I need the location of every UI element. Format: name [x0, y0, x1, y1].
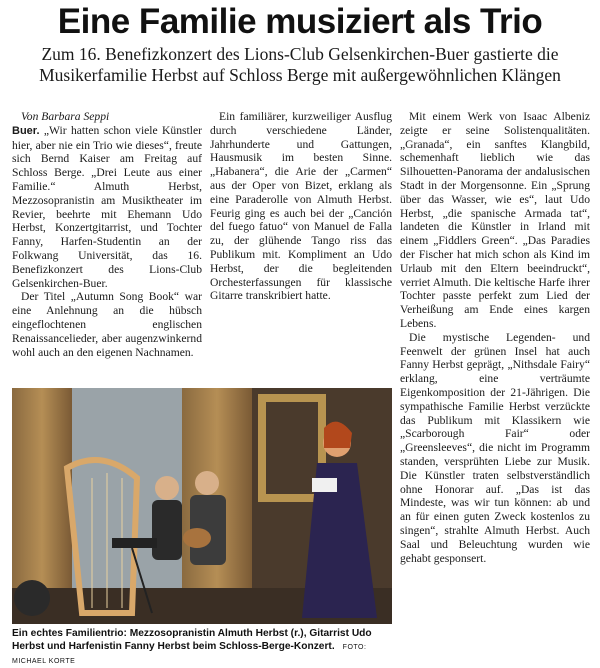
- article-column-1: [12, 110, 202, 359]
- concert-photo-illustration: [12, 388, 392, 624]
- paragraph-1: [12, 124, 202, 291]
- paragraph-2: Der Titel „Autumn Song Book“ war eine Anlehnung an die hübsch eingeflochtenen englischen Renaissancelieder, aber augenzwinkernd wohl auch an den eigenen Nachnamen.: [12, 290, 202, 359]
- paragraph-1-text: „Wir hatten schon viele Künstler hier, aber nie ein Trio wie dieses“, freute sich Bernd Kaiser am Freitag auf Schloss Berge. „Drei Leute aus einer Familie.“ Almuth Herbst, Mezzosopranistin am Musiktheater im Revier, beehrte mit Ehemann Udo Herbst, Konzertgitarrist, und Tochter Fanny, Harfen-Studentin an der Folkwang Universität, das 16. Benefizkonzert des Lions-Club Gelsenkirchen-Buer.: [12, 123, 202, 290]
- article-column-3: [400, 110, 590, 565]
- paragraph-4: Mit einem Werk von Isaac Albeniz zeigte er seine Solistenqualitäten. „Granada“, ein sanftes Klangbild, schemenhaft lieblich wie das Silhouetten-Panorama der andalusischen Stadt in der Morgensonne. Ein „Sprung über das Wasser, wie es“, laut Udo Herbst, „die spanische Armada tat“, landeten die Künstler in Irland mit einem „Fiddlers Green“. „Das Paradies der Fischer hat mich schon als Kind im Urlaub mit den Eltern beeindruckt“, verriet Almuth. Die keltische Harfe ihrer Tochter passte perfekt zum Lied der Verheißung am Ende eines kargen Lebens.: [400, 110, 590, 330]
- concert-photo: [12, 388, 392, 624]
- article-column-2: [210, 110, 392, 303]
- dateline: Buer.: [12, 124, 40, 137]
- photo-caption: [12, 627, 392, 668]
- byline: Von Barbara Seppi: [21, 110, 110, 123]
- subheadline: Zum 16. Benefizkonzert des Lions-Club Gelsenkirchen-Buer gastierte die Musikerfamilie Herbst auf Schloss Berge mit außergewöhnlichen Klängen: [39, 44, 561, 85]
- photo-credit: FOTO: MICHAEL KORTE: [12, 644, 367, 665]
- paragraph-3: Ein familiärer, kurzweiliger Ausflug durch verschiedene Länder, Jahrhunderte und Gattungen, Hausmusik im besten Sinne. „Habanera“, die Arie der „Carmen“ aus der Oper von Bizet, erklang als eine Paraderolle von Almuth Herbst. Feurig ging es auch bei der „Canción del fuego fatuo“ von Manuel de Falla zu, der glühende Tango riss das Publikum mit. Kompliment an Udo Herbst, der die begleitenden Orchesterfassungen für klassische Gitarre transkribiert hatte.: [210, 110, 392, 303]
- headline: Eine Familie musiziert als Trio: [57, 2, 543, 41]
- caption-text: Ein echtes Familientrio: Mezzosopranistin Almuth Herbst (r.), Gitarrist Udo Herbst und Harfenistin Fanny Herbst beim Schloss-Berge-Konzert.: [12, 628, 372, 652]
- paragraph-5: Die mystische Legenden- und Feenwelt der grünen Insel hat auch Fanny Herbst geprägt, „Nithsdale Fairy“ erklang, eine verträumte Eigenkomposition der 21-Jährigen. Die sympathische Familie Herbst verzückte das Publikum mit Klassikern wie „Scarborough Fair“ oder „Greensleeves“, die nicht im Programm standen, versprühten Liebe zur Musik. Die Künstler traten selbstverständlich ohne Honorar auf. „Das ist das Mindeste, was wir tun können: ab und an für einen guten Zweck kostenlos zu singen“, strahlte Almuth Herbst. Auch Saal und Beleuchtung wurden wie gehabt gesponsert.: [400, 330, 590, 565]
